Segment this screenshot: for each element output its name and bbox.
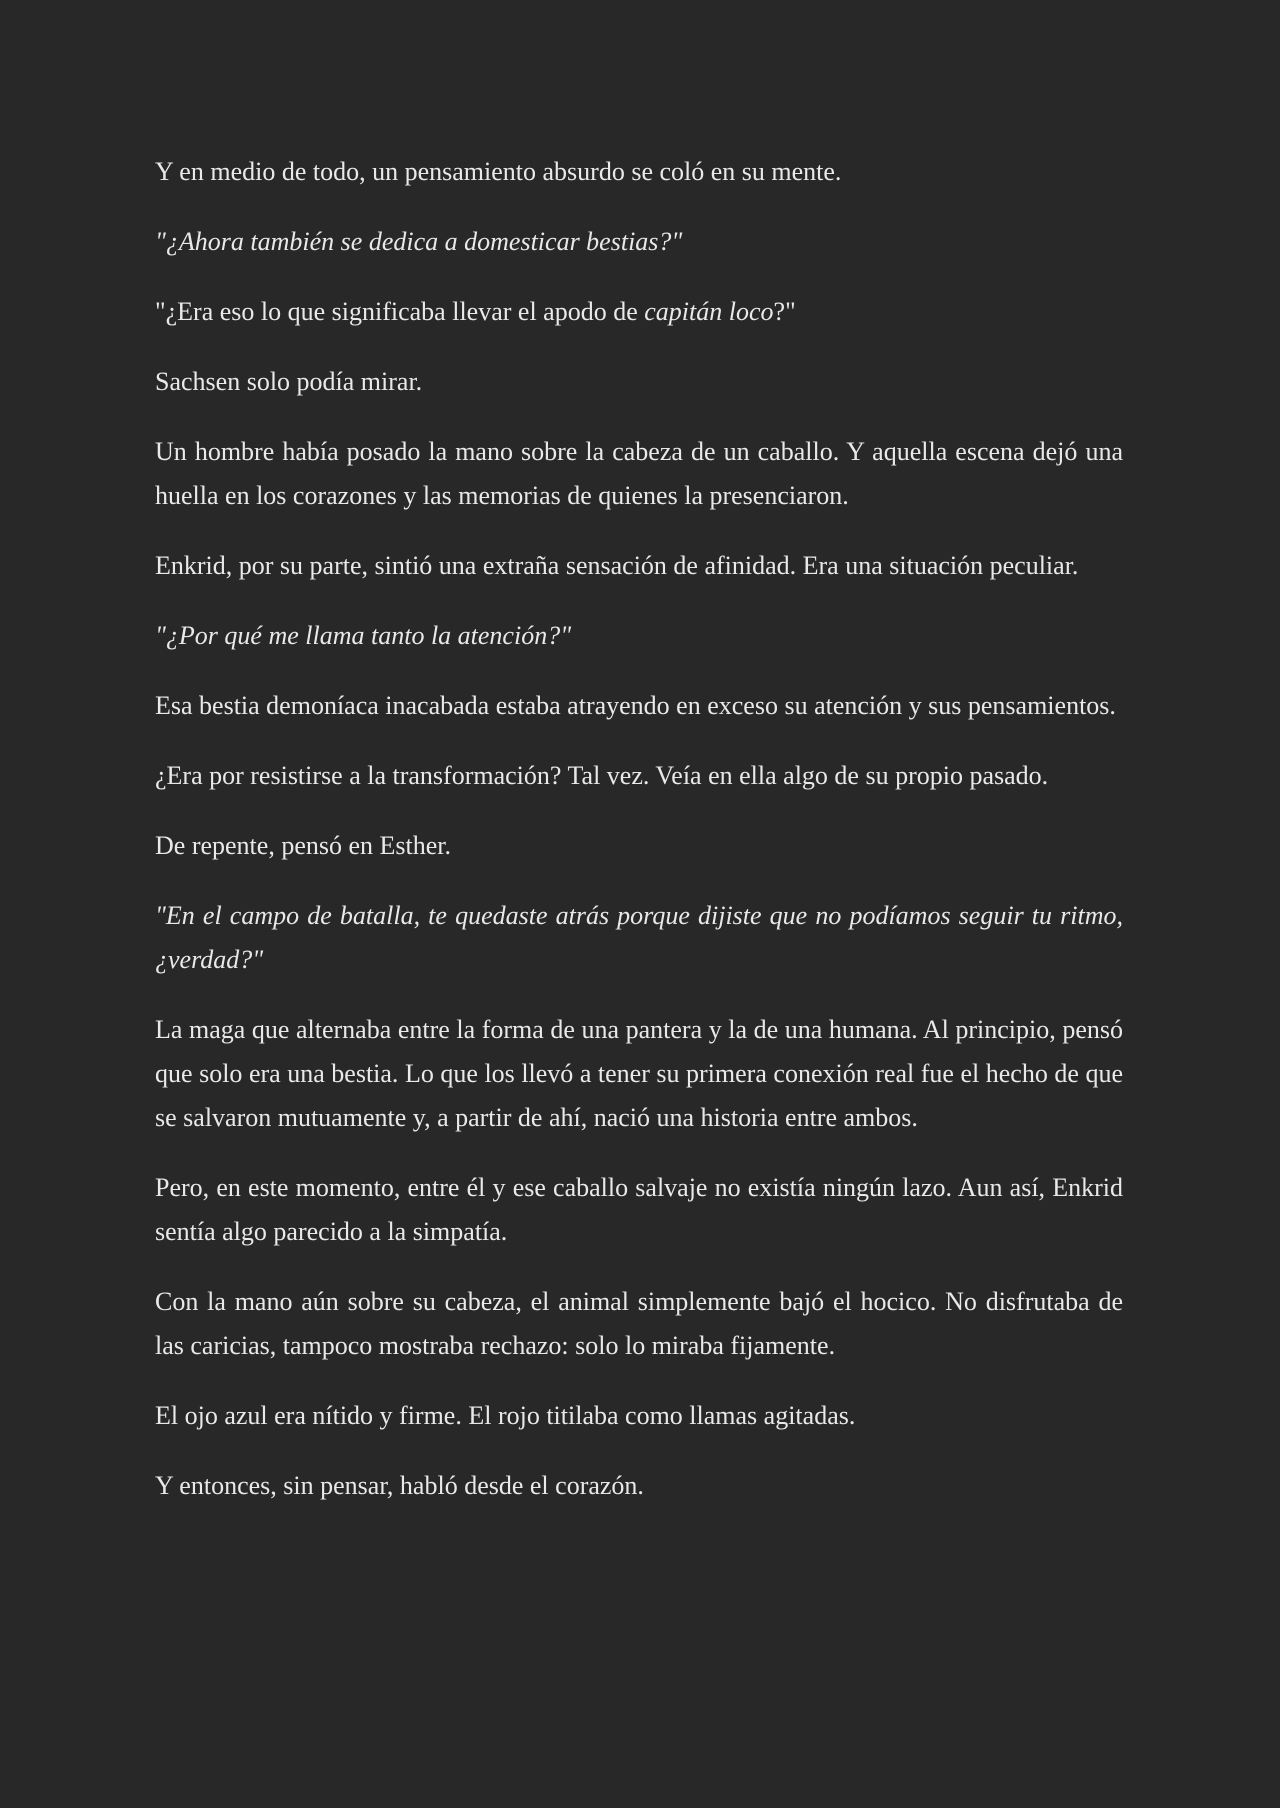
paragraph-mage: La maga que alternaba entre la forma de una pantera y la de una humana. Al principio, pensó que solo era una bestia. Lo que los llevó a tener su primera conexión real fue el hecho de que se salvaron mutuamente y, a partir de ahí, nació una historia entre ambos. xyxy=(155,1015,1123,1132)
paragraph-esther: De repente, pensó en Esther. xyxy=(155,831,452,860)
paragraph-thought-nickname xyxy=(155,290,1123,334)
paragraph-thought-intro: Y en medio de todo, un pensamiento absurdo se coló en su mente. xyxy=(155,157,842,186)
paragraph-transformation: ¿Era por resistirse a la transformación? Tal vez. Veía en ella algo de su propio pasado. xyxy=(155,761,1049,790)
nickname-line-start: "¿Era eso lo que significaba llevar el apodo de xyxy=(155,297,645,326)
paragraph-affinity: Enkrid, por su parte, sintió una extraña sensación de afinidad. Era una situación peculiar. xyxy=(155,551,1079,580)
paragraph-demon-beast: Esa bestia demoníaca inacabada estaba atrayendo en exceso su atención y sus pensamientos. xyxy=(155,691,1116,720)
nickname-line-end: ?" xyxy=(773,297,796,326)
paragraph-hand-on-head: Con la mano aún sobre su cabeza, el animal simplemente bajó el hocico. No disfrutaba de las caricias, tampoco mostraba rechazo: solo lo miraba fijamente. xyxy=(155,1287,1123,1360)
paragraph-horse-scene: Un hombre había posado la mano sobre la cabeza de un caballo. Y aquella escena dejó una huella en los corazones y las memorias de quienes la presenciaron. xyxy=(155,437,1123,510)
paragraph-thought-attention: "¿Por qué me llama tanto la atención?" xyxy=(155,621,572,650)
paragraph-eyes: El ojo azul era nítido y firme. El rojo titilaba como llamas agitadas. xyxy=(155,1401,856,1430)
paragraph-no-bond: Pero, en este momento, entre él y ese caballo salvaje no existía ningún lazo. Aun así, Enkrid sentía algo parecido a la simpatía. xyxy=(155,1173,1123,1246)
paragraph-sachsen: Sachsen solo podía mirar. xyxy=(155,367,423,396)
paragraph-thought-taming: "¿Ahora también se dedica a domesticar bestias?" xyxy=(155,227,683,256)
paragraph-thought-battlefield: "En el campo de batalla, te quedaste atrás porque dijiste que no podíamos seguir tu ritmo, ¿verdad?" xyxy=(155,901,1123,974)
story-text xyxy=(155,150,1123,1508)
paragraph-speak-from-heart: Y entonces, sin pensar, habló desde el corazón. xyxy=(155,1471,644,1500)
nickname-emphasis: capitán loco xyxy=(644,297,774,326)
